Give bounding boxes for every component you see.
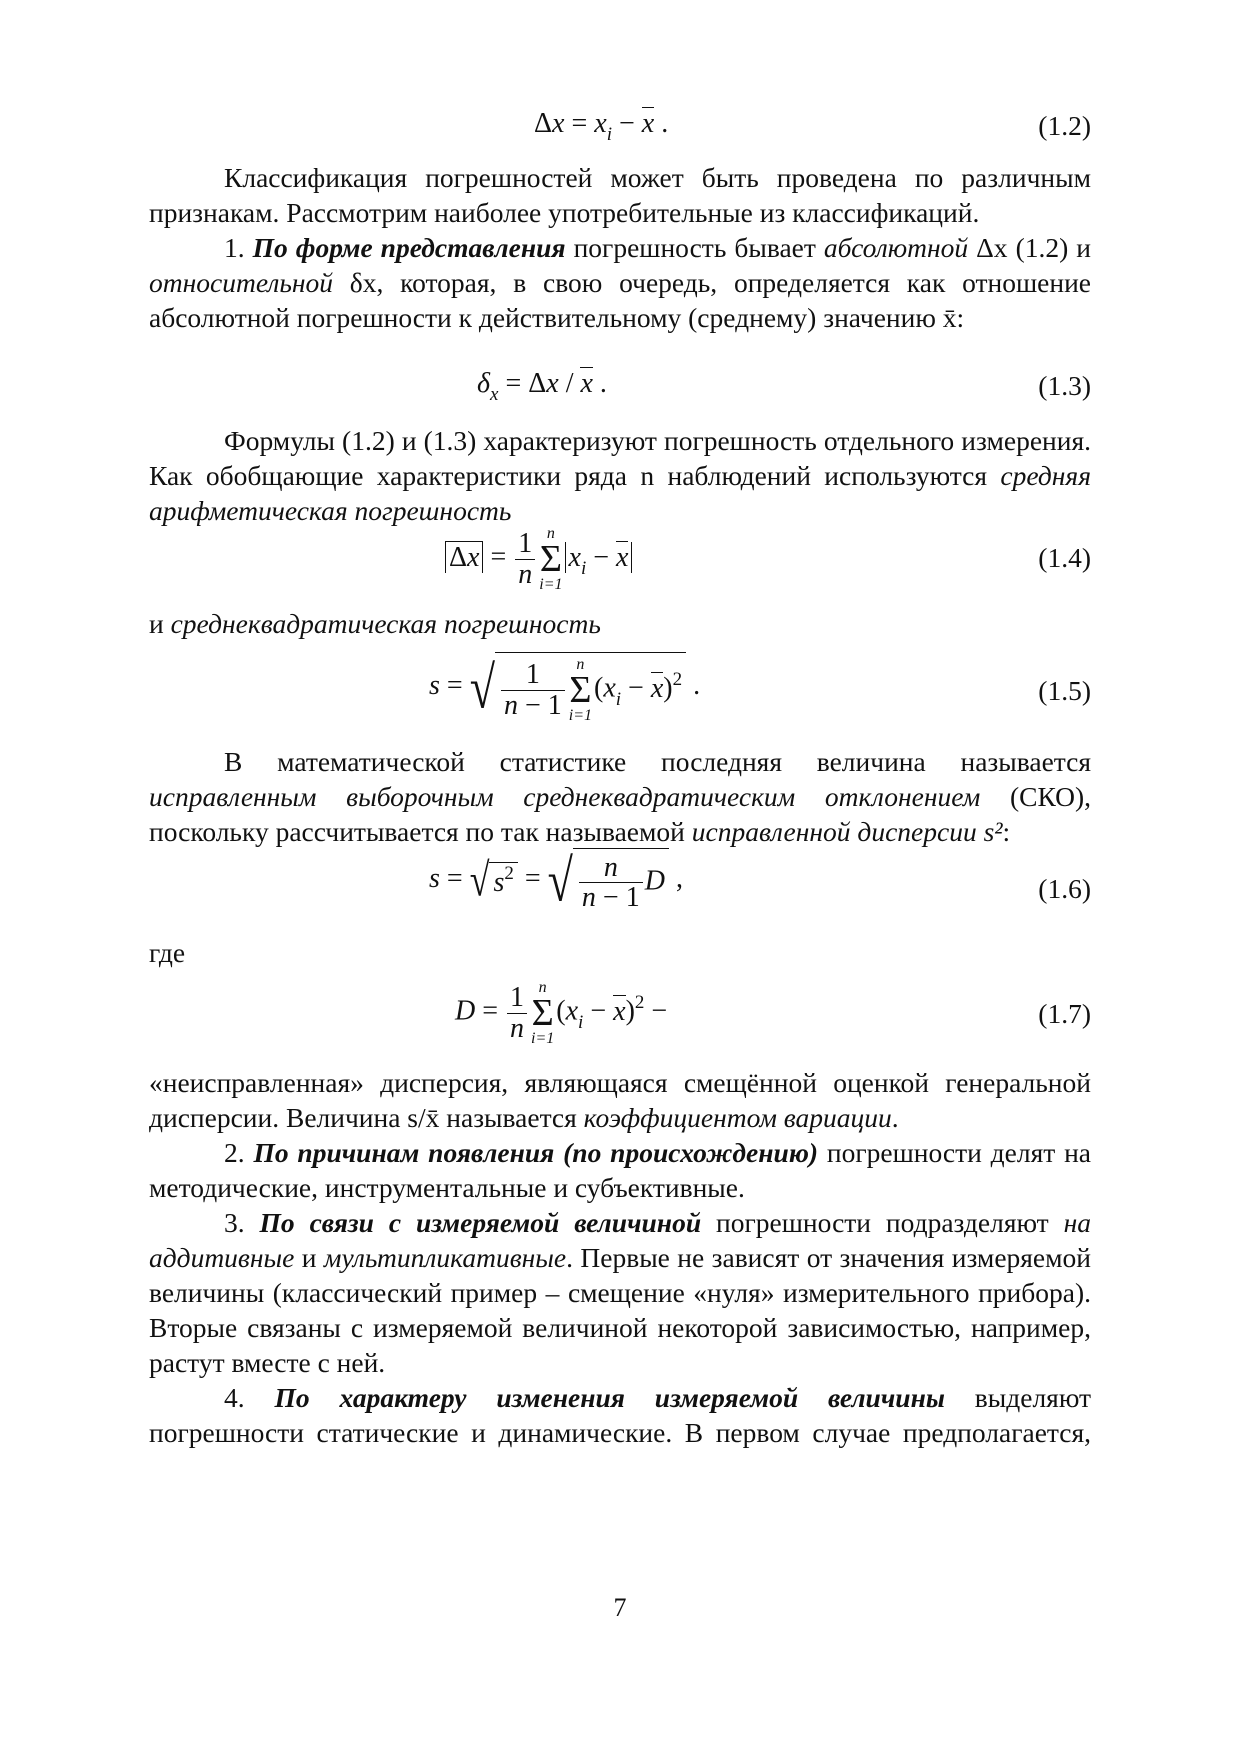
word-where: где xyxy=(149,937,186,968)
page-number: 7 xyxy=(613,1593,627,1622)
equation-1-6: s = √ $s^2$ = √ $\frac{n}{n - 1}$ D , xyxy=(429,847,683,914)
paragraph-intro: Классификация погрешностей может быть проведена по различным признакам. Рассмотрим наиболее употребительные из классификаций. xyxy=(149,162,1091,228)
equation-number: (1.5) xyxy=(1038,675,1091,706)
equation-number: (1.7) xyxy=(1038,998,1091,1029)
paragraph-formulas: Формулы (1.2) и (1.3) характеризуют погрешность отдельного измерения. Как обобщающие характеристики ряда n наблюдений используются средняя арифметическая погрешность xyxy=(149,425,1091,526)
equation-number: (1.6) xyxy=(1038,873,1091,904)
paragraph-dispersion: «неисправленная» дисперсия, являющаяся смещённой оценкой генеральной дисперсии. Величина s/x̄ называется коэффициентом вариации. xyxy=(149,1067,1091,1133)
paragraph-item-3: 3. По связи с измеряемой величиной погрешности подразделяют на аддитивные и мультипликативные. Первые не зависят от значения измеряемой величины (классический пример – смещение «нуля» измерительного прибора). Вторые связаны с измеряемой величиной некоторой зависимостью, например, растут вместе с ней. xyxy=(149,1207,1091,1378)
equation-1-5: s = √ $\frac{1}{n - 1}$ n Σ i=1 $(x_i - x)^2$ . xyxy=(429,652,700,723)
paragraph-item-4: 4. По характеру изменения измеряемой величины выделяют погрешности статические и динамические. В первом случае предполагается, xyxy=(149,1382,1092,1448)
equation-number: (1.2) xyxy=(1038,110,1091,141)
paragraph-item-2: 2. По причинам появления (по происхождению) погрешности делят на методические, инструментальные и субъективные. xyxy=(149,1137,1091,1203)
equation-number: (1.3) xyxy=(1038,370,1091,401)
paragraph-item-1: 1. По форме представления погрешность бывает абсолютной Δx (1.2) и относительной δx, которая, в свою очередь, определяется как отношение абсолютной погрешности к действительному (среднему) значению x̄: xyxy=(149,232,1091,333)
paragraph-statistics: В математической статистике последняя величина называется исправленным выборочным среднеквадратическим отклонением (СКО), поскольку рассчитывается по так называемой исправленной дисперсии s²: xyxy=(149,746,1091,847)
equation-1-7: D = $\frac{1}{n}$ n Σ i=1 $(x_i - x)^2$ − xyxy=(455,979,668,1048)
equation-number: (1.4) xyxy=(1038,542,1091,573)
equation-1-4: Δx = $\frac{1}{n}$ n Σ i=1 $x_i - x$ xyxy=(445,526,632,592)
paragraph-and: и среднеквадратическая погрешность xyxy=(149,608,601,639)
equation-1-2: $\Delta x = x_i - x$ . xyxy=(534,108,669,145)
document-page xyxy=(149,0,1091,1754)
equation-1-3: $\delta_x = \Delta x / x$ . xyxy=(477,368,607,405)
